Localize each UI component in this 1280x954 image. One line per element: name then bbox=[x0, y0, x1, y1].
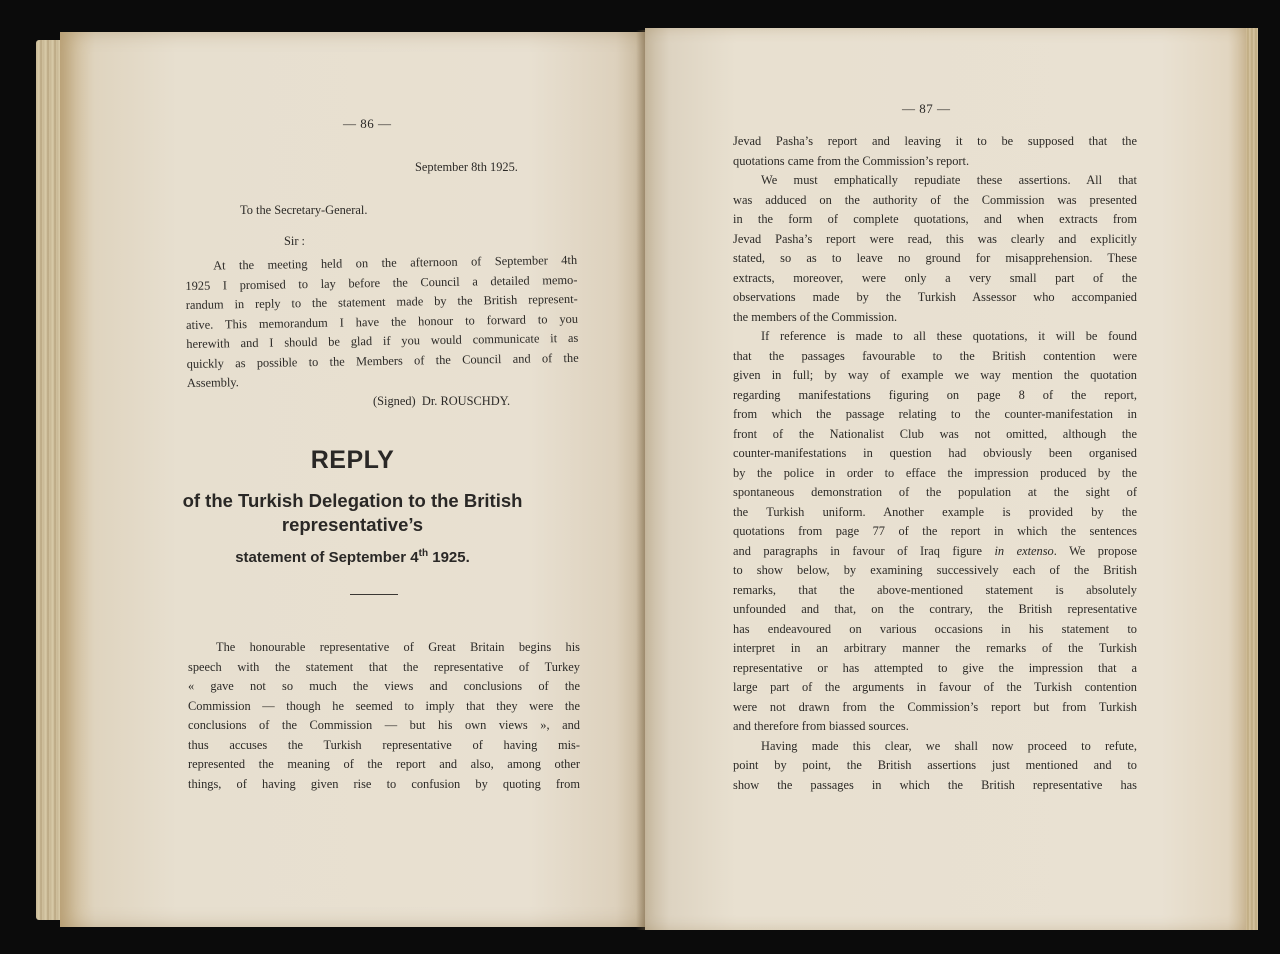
text-line: Jevad Pasha’s report were read, this was clearly and explicitly bbox=[733, 231, 1137, 246]
reply-subtitle-1: of the Turkish Delegation to the British bbox=[182, 490, 523, 511]
reply-heading: REPLY bbox=[310, 446, 395, 474]
text-line: was adduced on the authority of the Commission was presented bbox=[733, 192, 1137, 207]
text-line: Jevad Pasha’s report and leaving it to be supposed that the bbox=[733, 134, 1137, 148]
page-edges-right bbox=[1246, 28, 1258, 930]
signature bbox=[373, 392, 510, 412]
signature-prefix: (Signed) bbox=[373, 394, 416, 408]
text-line: quotations came from the Commission’s report. bbox=[733, 153, 970, 168]
reply-subtitle-3 bbox=[60, 548, 645, 566]
text-line: that the passages favourable to the British contention were bbox=[733, 348, 1137, 363]
text-line: in the form of complete quotations, and when extracts from bbox=[733, 212, 1137, 226]
letter-addressee: To the Secretary-General. bbox=[240, 203, 368, 217]
text-line: stated, so as to leave no ground for misapprehension. These bbox=[733, 251, 1137, 265]
letter-date: September 8th 1925. bbox=[415, 160, 518, 174]
text-line: point by point, the British assertions just mentioned and to bbox=[733, 758, 1137, 772]
reply-subtitle-2: representative’s bbox=[281, 514, 424, 535]
letter-line: ative. This memorandum I have the honour to forward to you bbox=[185, 311, 579, 332]
page-number-right: — 87 — bbox=[902, 101, 951, 116]
text-line: the Turkish uniform. Another example is provided by the bbox=[733, 504, 1137, 519]
body-line: « gave not so much the views and conclusions of the bbox=[188, 679, 580, 693]
page-number-left: — 86 — bbox=[343, 116, 392, 131]
text-line: has endeavoured on various occasions in his statement to bbox=[733, 621, 1137, 636]
body-line: The honourable representative of Great Britain begins his bbox=[216, 640, 580, 654]
letter-line: quickly as possible to the Members of the Council and of the bbox=[186, 350, 579, 371]
signature-name: Dr. ROUSCHDY. bbox=[421, 394, 511, 408]
text-line: regarding manifestations figuring on page 8 of the report, bbox=[733, 387, 1137, 402]
body-line: Commission — though he seemed to imply that they were the bbox=[188, 698, 580, 713]
text-line: observations made by the Turkish Assessor who accompanied bbox=[733, 290, 1137, 304]
body-line: thus accuses the Turkish representative of having mis- bbox=[188, 737, 580, 752]
right-text-block bbox=[733, 132, 1137, 795]
text-line: show the passages in which the British representative has bbox=[733, 777, 1137, 792]
italic-phrase: in extenso bbox=[994, 543, 1054, 558]
text-line: quotations from page 77 of the report in which the sentences bbox=[733, 524, 1137, 538]
text-line: unfounded and that, on the contrary, the British representative bbox=[733, 602, 1137, 616]
text-line: If reference is made to all these quotations, it will be found bbox=[761, 329, 1137, 343]
letter-line: randum in reply to the statement made by the British represent- bbox=[185, 291, 578, 312]
reply-subtitle-3-text: statement of September 4 bbox=[235, 549, 419, 566]
text-line: extracts, moreover, were only a very small part of the bbox=[733, 270, 1137, 285]
section-divider bbox=[350, 594, 398, 595]
letter-line: At the meeting held on the afternoon of September 4th bbox=[213, 252, 578, 273]
letter-line: herewith and I should be glad if you would communicate it as bbox=[186, 330, 579, 351]
text-line: from which the passage relating to the counter-manifestation in bbox=[733, 407, 1137, 421]
text-line: counter-manifestations in question had obviously been organised bbox=[733, 446, 1137, 460]
letter-line: Assembly. bbox=[186, 375, 239, 390]
text-line: given in full; by way of example we way mention the quotation bbox=[733, 368, 1137, 382]
text-segment: . We propose bbox=[1053, 543, 1138, 558]
letter-body bbox=[185, 251, 579, 394]
left-page bbox=[60, 32, 645, 927]
text-line: remarks, that the above-mentioned statement is absolutely bbox=[733, 582, 1137, 597]
text-segment: and paragraphs in favour of Iraq figure bbox=[733, 543, 995, 558]
reply-body bbox=[188, 638, 580, 794]
text-line: We must emphatically repudiate these assertions. All that bbox=[761, 173, 1137, 187]
text-line: were not drawn from the Commission’s report but from Turkish bbox=[733, 699, 1137, 714]
text-line: interpret in an arbitrary manner the remarks of the Turkish bbox=[733, 641, 1137, 655]
text-line: by the police in order to efface the impression produced by the bbox=[733, 465, 1137, 480]
reply-subtitle-3-year: 1925. bbox=[428, 549, 470, 566]
body-line: things, of having given rise to confusion by quoting from bbox=[188, 776, 580, 791]
text-line-with-italic bbox=[733, 542, 1137, 562]
body-line: speech with the statement that the representative of Turkey bbox=[188, 659, 580, 674]
letter-salutation: Sir : bbox=[284, 234, 305, 248]
text-line: front of the Nationalist Club was not omitted, although the bbox=[733, 426, 1137, 441]
text-line: and therefore from biassed sources. bbox=[733, 719, 909, 733]
body-line: conclusions of the Commission — but his own views », and bbox=[188, 718, 580, 732]
text-line: large part of the arguments in favour of the Turkish contention bbox=[733, 680, 1137, 694]
text-line: the members of the Commission. bbox=[733, 309, 898, 324]
text-line: spontaneous demonstration of the population at the sight of bbox=[733, 485, 1137, 499]
text-line: Having made this clear, we shall now proceed to refute, bbox=[761, 738, 1137, 753]
text-line: representative or has attempted to give the impression that a bbox=[733, 660, 1137, 675]
body-line: represented the meaning of the report and also, among other bbox=[188, 757, 580, 771]
letter-line: 1925 I promised to lay before the Council a detailed memo- bbox=[185, 272, 578, 293]
right-page bbox=[645, 28, 1252, 930]
reply-subtitle-3-sup: th bbox=[418, 548, 429, 559]
text-line: to show below, by examining successively each of the British bbox=[733, 563, 1137, 577]
